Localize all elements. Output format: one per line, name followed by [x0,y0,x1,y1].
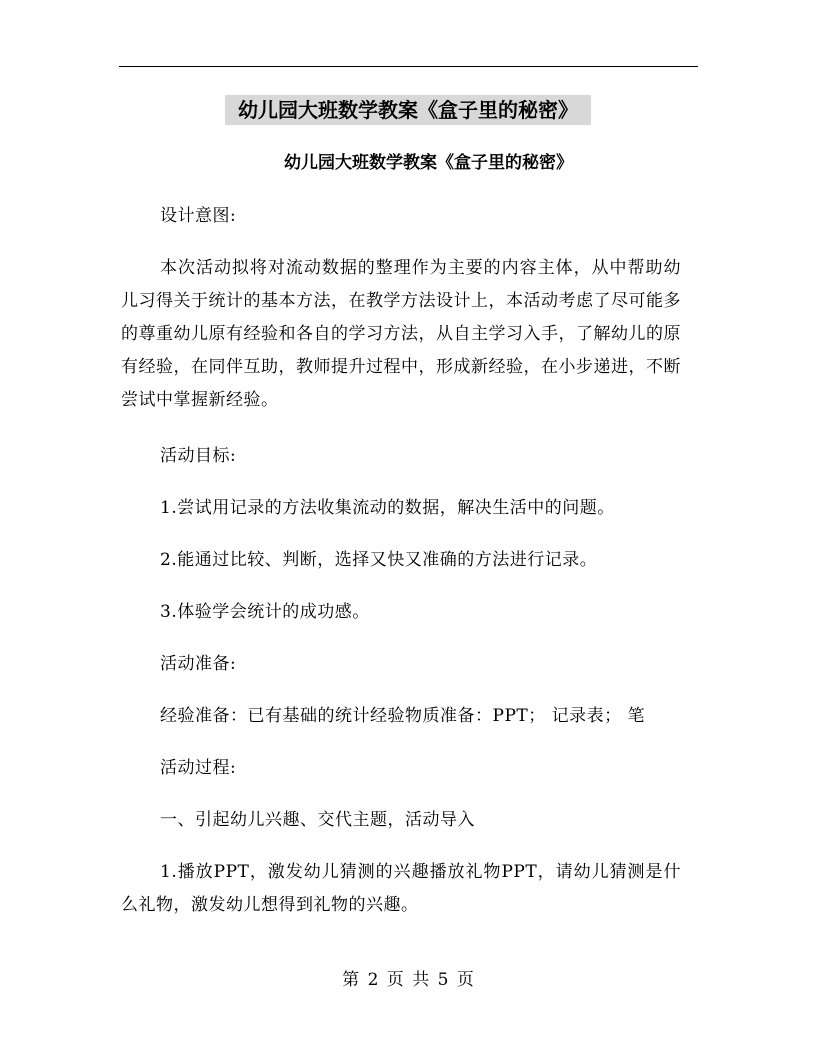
objective-item-3: 3.体验学会统计的成功感。 [160,602,370,622]
preparation-paragraph: 经验准备：已有基础的统计经验物质准备：PPT； 记录表； 笔 [160,706,646,726]
process-step-heading-1: 一、引起幼儿兴趣、交代主题，活动导入 [160,810,475,830]
design-intent-paragraph: 本次活动拟将对流动数据的整理作为主要的内容主体，从中帮助幼儿习得关于统计的基本方法，在教学方法设计上，本活动考虑了尽可能多的尊重幼儿原有经验和各自的学习方法，从自主学习入手，了解幼儿的原有经验，在同伴互助，教师提升过程中，形成新经验，在小步递进，不断尝试中掌握新经验。 [121,258,681,410]
section-heading-preparation: 活动准备: [160,654,237,674]
header-rule [119,66,698,67]
section-heading-process: 活动过程: [160,758,237,778]
objective-item-2: 2.能通过比较、判断，选择又快又准确的方法进行记录。 [160,550,598,570]
process-step-1-paragraph: 1.播放PPT，激发幼儿猜测的兴趣播放礼物PPT，请幼儿猜测是什么礼物，激发幼儿想得到礼物的兴趣。 [121,862,681,915]
section-heading-objectives: 活动目标: [160,446,237,466]
header-title: 幼儿园大班数学教案《盒子里的秘密》 [225,95,591,125]
section-heading-design-intent: 设计意图: [160,206,237,226]
objective-item-1: 1.尝试用记录的方法收集流动的数据，解决生活中的问题。 [160,498,615,518]
document-body [121,200,681,941]
document-title: 幼儿园大班数学教案《盒子里的秘密》 [284,153,573,173]
page-number-footer: 第 2 页 共 5 页 [342,970,474,990]
